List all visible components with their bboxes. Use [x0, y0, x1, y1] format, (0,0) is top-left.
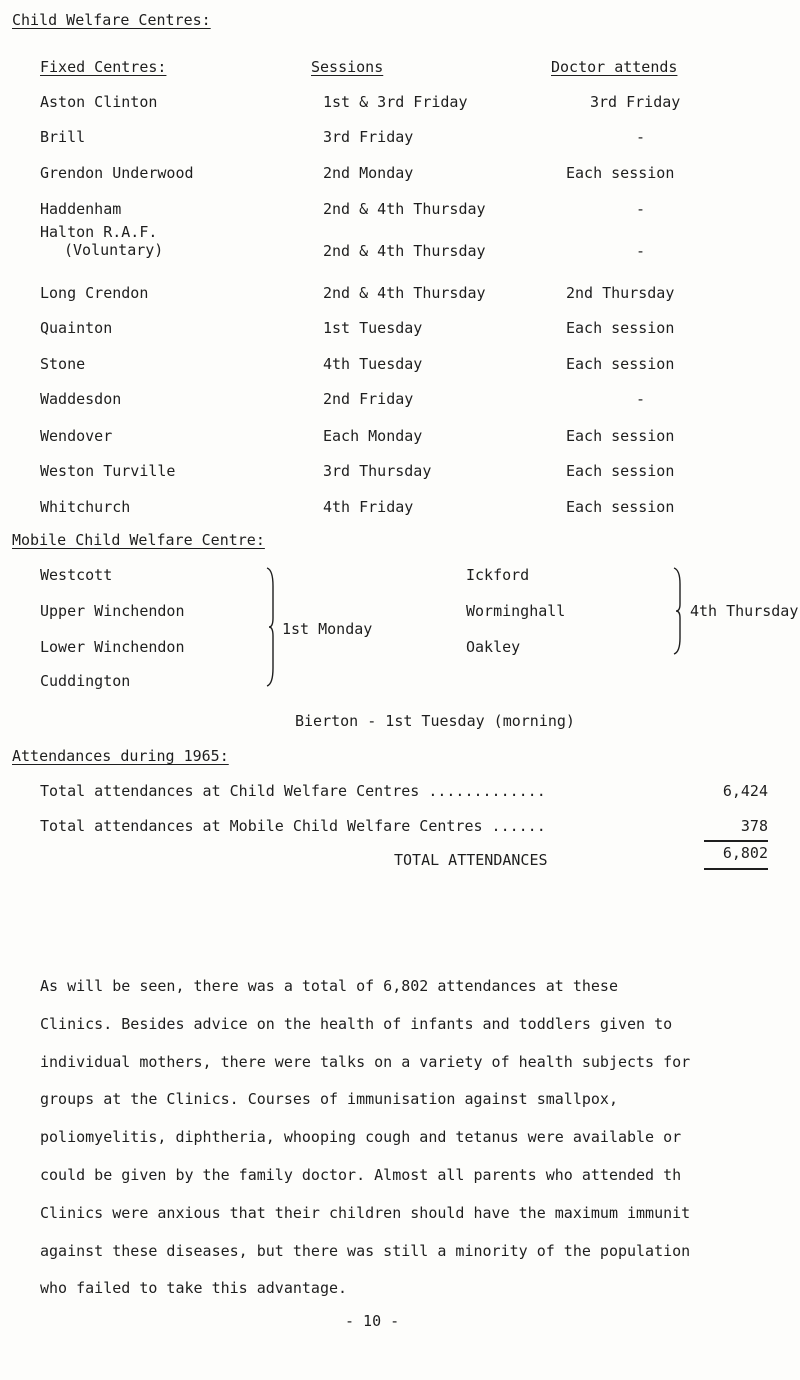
total-value: 6,802 [722, 844, 768, 862]
attendance-label: Total attendances at Mobile Child Welfare Centres ...... [40, 817, 546, 835]
mobile-place: Upper Winchendon [40, 602, 185, 620]
session-text: 4th Tuesday [323, 355, 423, 373]
centre-name: Wendover [40, 427, 113, 445]
total-label: TOTAL ATTENDANCES [394, 851, 548, 869]
paragraph-line: could be given by the family doctor. Almost all parents who attended th [40, 1165, 682, 1184]
paragraph-line: individual mothers, there were talks on a variety of health subjects for [40, 1052, 691, 1071]
session-text: 4th Friday [323, 498, 414, 516]
centre-name: Stone [40, 355, 86, 373]
mobile-session-2: 4th Thursday [690, 602, 799, 620]
doctor-text: - [636, 128, 646, 146]
doctor-text: Each session [566, 164, 675, 182]
doctor-text: Each session [566, 427, 675, 445]
centre-name: Long Crendon [40, 284, 149, 302]
doctor-text: Each session [566, 498, 675, 516]
mobile-place: Lower Winchendon [40, 638, 185, 656]
centre-name: Grendon Underwood [40, 164, 194, 182]
paragraph-line: groups at the Clinics. Courses of immunisation against smallpox, [40, 1090, 618, 1109]
centre-name: Waddesdon [40, 390, 122, 408]
attendance-label: Total attendances at Child Welfare Centres ............. [40, 782, 546, 800]
session-text: 2nd & 4th Thursday [323, 284, 486, 302]
mobile-place: Worminghall [466, 602, 566, 620]
attendance-value: 378 [740, 817, 768, 835]
brace-group-1 [266, 566, 276, 688]
bierton-note: Bierton - 1st Tuesday (morning) [295, 712, 575, 730]
paragraph-line: Clinics were anxious that their children should have the maximum immunit [40, 1203, 691, 1222]
paragraph-line: against these diseases, but there was still a minority of the population [40, 1241, 691, 1260]
doctor-text: 3rd Friday [590, 93, 681, 111]
paragraph-line: poliomyelitis, diphtheria, whooping cough and tetanus were available or [40, 1128, 682, 1147]
centre-name: Weston Turville [40, 462, 176, 480]
mobile-session-1: 1st Monday [282, 620, 373, 638]
doctor-text: - [636, 200, 646, 218]
doctor-text: - [636, 390, 646, 408]
session-text: 2nd Monday [323, 164, 414, 182]
page-number: - 10 - [345, 1312, 400, 1330]
session-text: 2nd & 4th Thursday [323, 200, 486, 218]
total-rule-top [704, 840, 768, 842]
centre-name-note: (Voluntary) [64, 241, 164, 259]
column-header-fixed-centres: Fixed Centres: [40, 58, 167, 76]
session-text: 1st & 3rd Friday [323, 93, 468, 111]
doctor-text: 2nd Thursday [566, 284, 675, 302]
centre-name: Halton R.A.F. [40, 223, 158, 241]
paragraph-line: who failed to take this advantage. [40, 1279, 348, 1298]
mobile-place: Oakley [466, 638, 521, 656]
paragraph-line: Clinics. Besides advice on the health of infants and toddlers given to [40, 1014, 673, 1033]
page-heading: Child Welfare Centres: [12, 11, 211, 29]
session-text: 3rd Thursday [323, 462, 432, 480]
attendances-heading: Attendances during 1965: [12, 747, 229, 765]
centre-name: Whitchurch [40, 498, 131, 516]
session-text: 2nd Friday [323, 390, 414, 408]
centre-name: Quainton [40, 319, 113, 337]
mobile-place: Westcott [40, 566, 113, 584]
mobile-heading: Mobile Child Welfare Centre: [12, 531, 265, 549]
brace-group-2 [673, 566, 683, 656]
centre-name: Haddenham [40, 200, 122, 218]
doctor-text: - [636, 242, 646, 260]
session-text: 2nd & 4th Thursday [323, 242, 486, 260]
doctor-text: Each session [566, 319, 675, 337]
column-header-doctor-attends: Doctor attends [551, 58, 678, 76]
session-text: 3rd Friday [323, 128, 414, 146]
session-text: Each Monday [323, 427, 423, 445]
doctor-text: Each session [566, 462, 675, 480]
paragraph-line: As will be seen, there was a total of 6,802 attendances at these [40, 977, 618, 995]
mobile-place: Cuddington [40, 672, 131, 690]
attendance-value: 6,424 [722, 782, 768, 800]
body-paragraph [40, 968, 800, 1308]
column-header-sessions: Sessions [311, 58, 384, 76]
centre-name: Aston Clinton [40, 93, 158, 111]
mobile-place: Ickford [466, 566, 530, 584]
doctor-text: Each session [566, 355, 675, 373]
total-rule-bottom [704, 868, 768, 870]
session-text: 1st Tuesday [323, 319, 423, 337]
centre-name: Brill [40, 128, 86, 146]
